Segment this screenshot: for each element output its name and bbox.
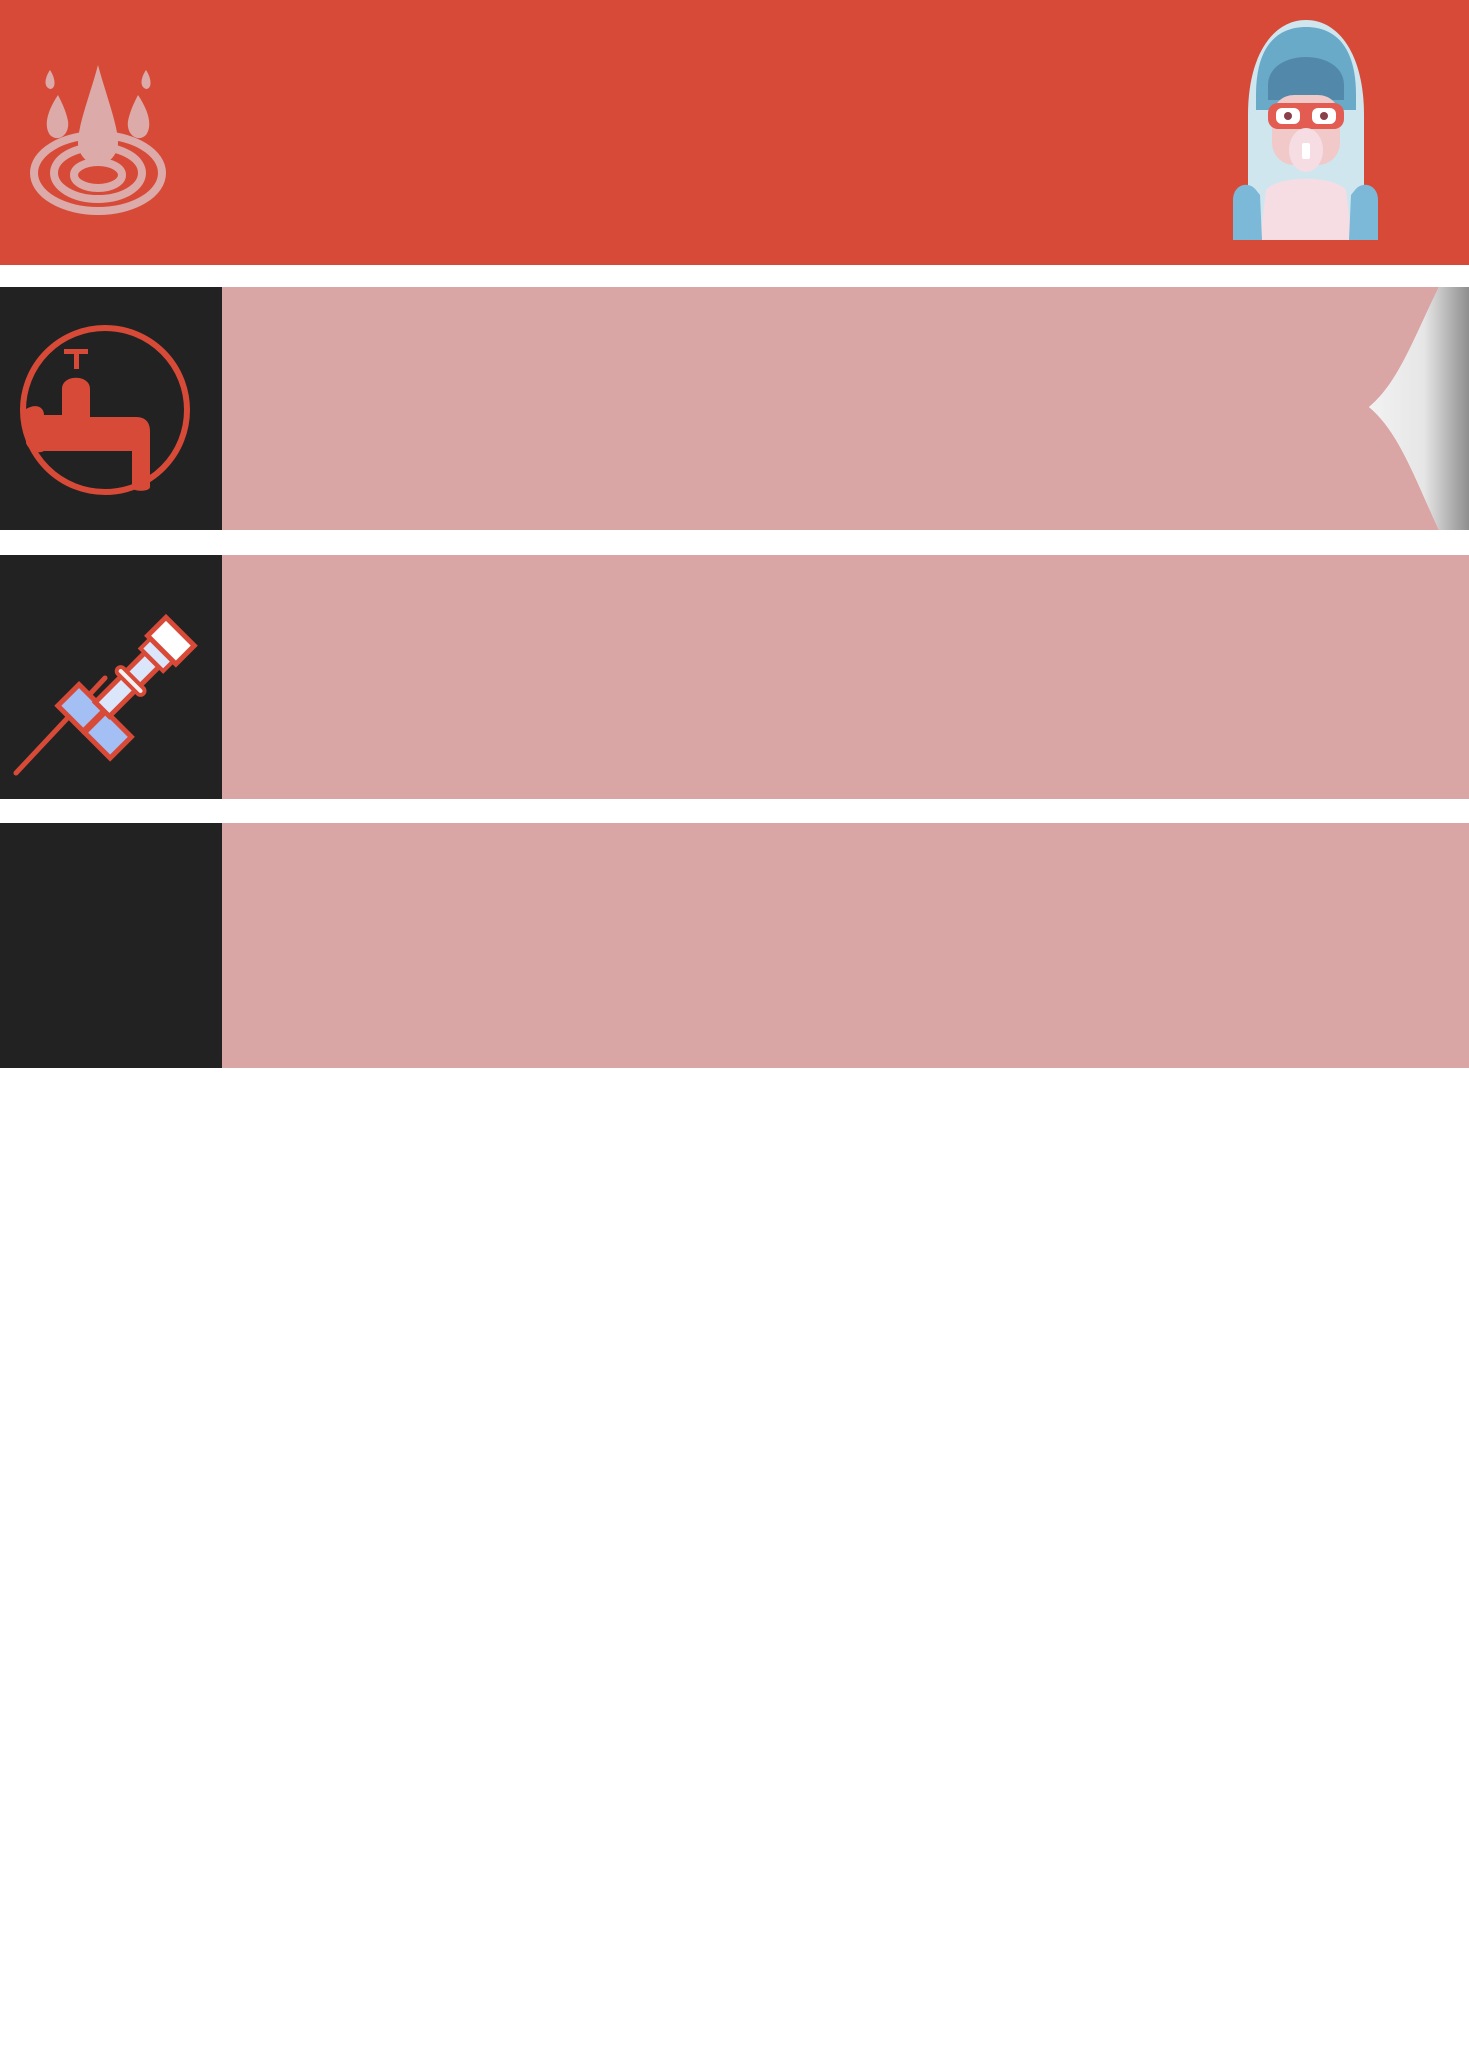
- blood-bag-icon: [34, 838, 170, 1058]
- iv-cannula-icon: [10, 583, 206, 779]
- page-curl-icon: [1369, 287, 1469, 530]
- icon-panel: [0, 287, 222, 530]
- ppe-clinician-icon: [1228, 15, 1383, 240]
- section-haemostatic-resuscitation: [0, 823, 1469, 1068]
- tap-icon: [14, 319, 196, 501]
- section-turn-off-the-tap: [0, 287, 1469, 530]
- section-vascular-access: [0, 555, 1469, 799]
- icon-panel: [0, 823, 222, 1068]
- icon-panel: [0, 555, 222, 799]
- header-banner: [0, 0, 1469, 265]
- blood-drop-splash-icon: [28, 55, 168, 215]
